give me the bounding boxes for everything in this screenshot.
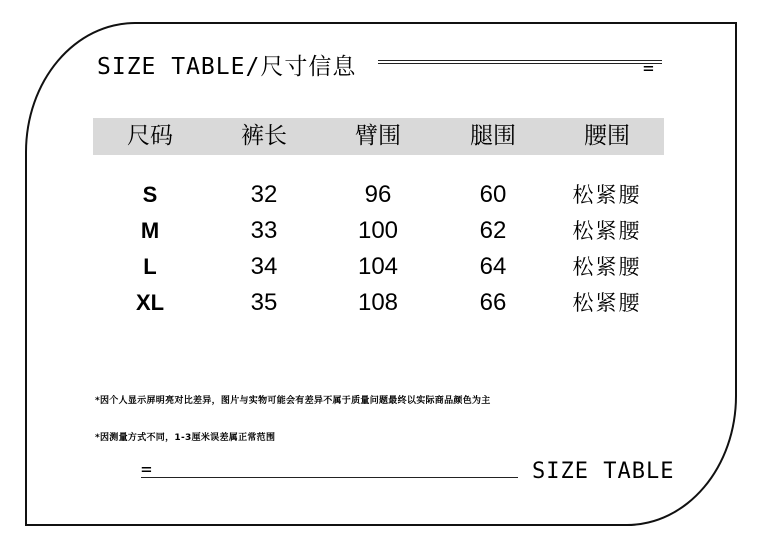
table-cell-length: 33 — [250, 217, 278, 244]
menu-icon: = — [643, 58, 654, 79]
table-cell-size: XL — [135, 290, 165, 315]
table-cell-waist: 松紧腰 — [572, 183, 642, 207]
table-cell-waist: 松紧腰 — [572, 291, 642, 315]
footer-divider — [141, 477, 518, 478]
table-cell-length: 34 — [250, 253, 278, 280]
header-size: 尺码 — [127, 123, 173, 149]
table-cell-length: 35 — [250, 289, 278, 316]
table-cell-size: S — [142, 182, 158, 207]
table-cell-waist: 松紧腰 — [572, 255, 642, 279]
table-cell-size: L — [143, 254, 157, 279]
page-title: SIZE TABLE/尺寸信息 — [97, 54, 357, 80]
table-cell-leg: 62 — [479, 217, 507, 244]
header-leg: 腿围 — [470, 123, 516, 149]
note-display-difference: *因个人显示屏明亮对比差异，图片与实物可能会有差异不属于质量问题最终以实际商品颜色为主 — [95, 396, 491, 406]
table-cell-size: M — [140, 218, 160, 243]
table-cell-length: 32 — [250, 181, 278, 208]
table-cell-arm: 108 — [357, 289, 399, 316]
footer-title: SIZE TABLE — [532, 459, 675, 484]
title-divider-lower — [378, 63, 662, 64]
footer-menu-icon: = — [141, 459, 152, 480]
header-length: 裤长 — [241, 123, 287, 149]
table-cell-waist: 松紧腰 — [572, 219, 642, 243]
header-arm: 臂围 — [355, 123, 401, 149]
table-cell-arm: 96 — [364, 181, 392, 208]
table-cell-arm: 100 — [357, 217, 399, 244]
table-cell-leg: 60 — [479, 181, 507, 208]
header-waist: 腰围 — [584, 123, 630, 149]
title-divider — [378, 60, 662, 61]
note-measurement-tolerance: *因测量方式不同，1-3厘米误差属正常范围 — [95, 433, 276, 443]
table-cell-arm: 104 — [357, 253, 399, 280]
table-cell-leg: 66 — [479, 289, 507, 316]
table-cell-leg: 64 — [479, 253, 507, 280]
